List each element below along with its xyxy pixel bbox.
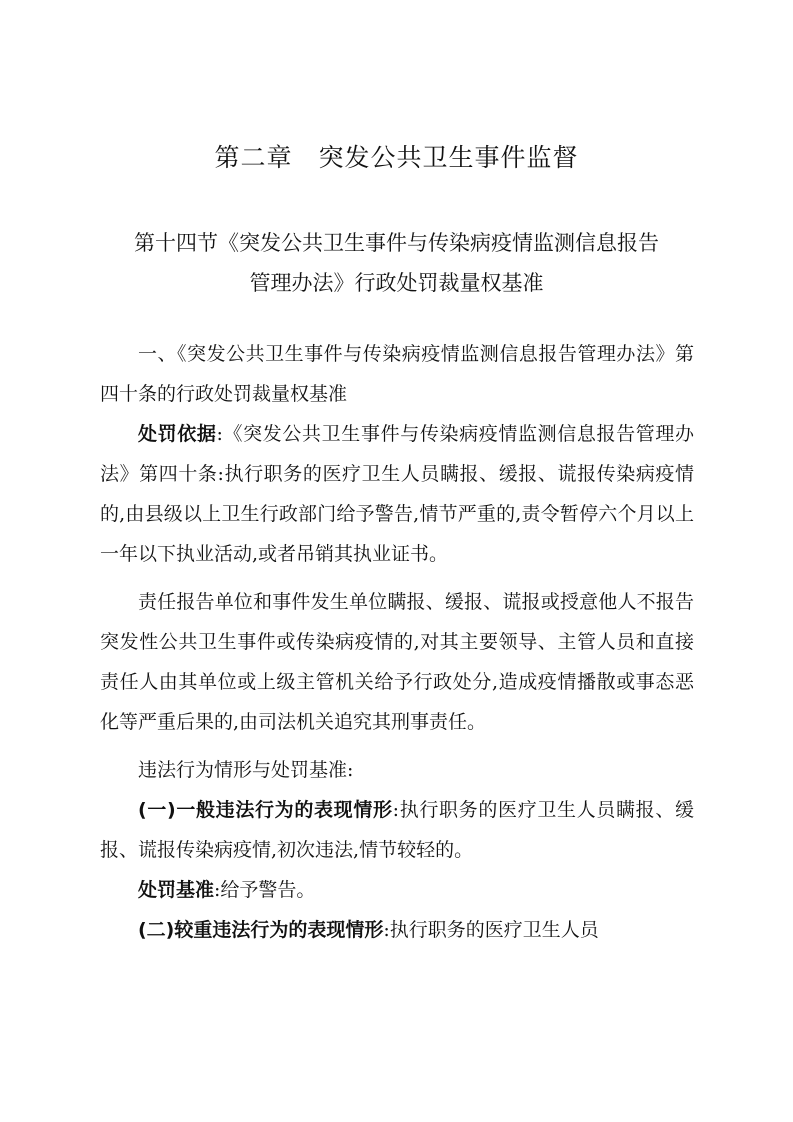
penalty-standard-label: 处罚基准	[138, 879, 215, 901]
chapter-name: 突发公共卫生事件监督	[318, 143, 579, 172]
document-body	[100, 334, 694, 950]
serious-violation-label: (二)较重违法行为的表现情形	[138, 919, 384, 941]
paragraph-penalty-standard	[100, 870, 694, 910]
penalty-standard-text: :给予警告。	[214, 879, 316, 901]
paragraph-general-violation	[100, 790, 694, 870]
general-violation-label: (一)一般违法行为的表现情形	[138, 799, 393, 821]
paragraph-penalty-basis	[100, 414, 694, 574]
paragraph-violation-intro: 违法行为情形与处罚基准:	[138, 759, 354, 781]
section-title-line-2: 管理办法》行政处罚裁量权基准	[249, 271, 544, 295]
penalty-basis-text: :《突发公共卫生事件与传染病疫情监测信息报告管理办法》第四十条:执行职务的医疗卫生人员瞒报、缓报、谎报传染病疫情的,由县级以上卫生行政部门给予警告,情节严重的,责令暂停六个月以上一年以下执业活动,或者吊销其执业证书。	[100, 423, 694, 565]
paragraph-responsibility: 责任报告单位和事件发生单位瞒报、缓报、谎报或授意他人不报告突发性公共卫生事件或传染病疫情的,对其主要领导、主管人员和直接责任人由其单位或上级主管机关给予行政处分,造成疫情播散或事态恶化等严重后果的,由司法机关追究其刑事责任。	[100, 591, 694, 733]
paragraph-heading: 一、《突发公共卫生事件与传染病疫情监测信息报告管理办法》第四十条的行政处罚裁量权基准	[100, 343, 694, 405]
section-title	[0, 223, 793, 303]
chapter-title	[0, 140, 793, 176]
section-title-line-1: 第十四节《突发公共卫生事件与传染病疫情监测信息报告	[134, 231, 659, 255]
paragraph-serious-violation	[100, 910, 694, 950]
penalty-basis-label: 处罚依据	[138, 423, 217, 445]
general-violation-text: :执行职务的医疗卫生人员瞒报、缓报、谎报传染病疫情,初次违法,情节较轻的。	[100, 799, 694, 861]
chapter-number: 第二章	[214, 143, 293, 172]
serious-violation-text: :执行职务的医疗卫生人员	[383, 919, 599, 941]
